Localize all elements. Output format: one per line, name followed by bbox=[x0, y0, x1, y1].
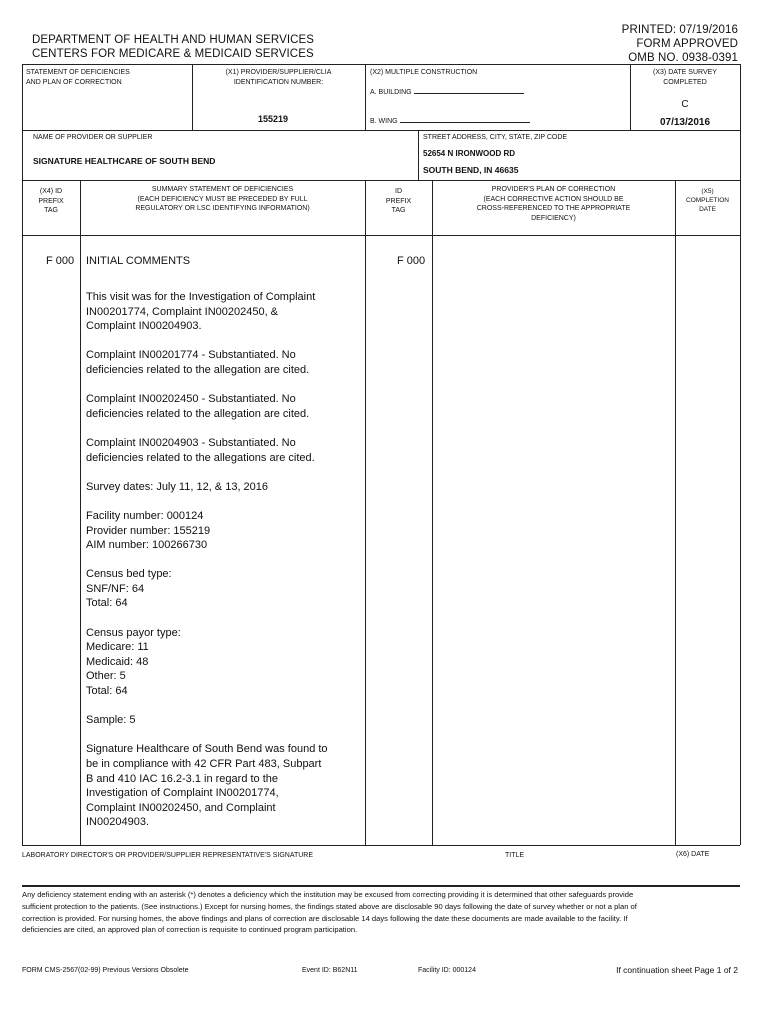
signature-label: LABORATORY DIRECTOR'S OR PROVIDER/SUPPLIER REPRESENTATIVE'S SIGNATURE bbox=[22, 852, 314, 859]
disclaimer: Any deficiency statement ending with an asterisk (*) denotes a deficiency which the institution may be excused from correcting providing it is determined that other safeguards provide sufficient protection to the patients. (See instructions.) Except for nursing homes, the findings stated above are disclosable 90 days following the date of survey whether or not a plan of correction is provided. For nursing homes, the above findings and plans of correction are disclosable 14 days following the date these documents are made available to the facility. If deficiencies are cited, an approved plan of correction is requisite to continued program participation. bbox=[22, 890, 637, 935]
paragraph: Complaint IN00204903 - Substantiated. No deficiencies related to the allegations are cited. bbox=[86, 436, 315, 464]
form-info bbox=[622, 23, 738, 65]
address-line1: 52654 N IRONWOOD RD bbox=[423, 149, 516, 158]
wing-blank bbox=[400, 114, 530, 123]
form-approved: FORM APPROVED bbox=[636, 38, 738, 50]
omb-number: OMB NO. 0938-0391 bbox=[628, 52, 738, 64]
wing-field: B. WING bbox=[370, 114, 530, 127]
comments-body bbox=[86, 290, 361, 845]
paragraph: Complaint IN00201774 - Substantiated. No deficiencies related to the allegation are cited. bbox=[86, 349, 310, 376]
x4-header: (X4) ID PREFIX TAG bbox=[38, 188, 64, 214]
paragraph: Survey dates: July 11, 12, & 13, 2016 bbox=[86, 480, 269, 493]
x1-label: (X1) PROVIDER/SUPPLIER/CLIA IDENTIFICATION NUMBER: bbox=[225, 69, 332, 86]
building-blank bbox=[414, 85, 524, 94]
date-label: (X6) DATE bbox=[676, 851, 710, 858]
paragraph: Facility number: 000124 Provider number: 155219 AIM number: 100266730 bbox=[86, 509, 211, 552]
id-header: ID PREFIX TAG bbox=[385, 188, 412, 214]
paragraph: Census bed type: SNF/NF: 64 Total: 64 bbox=[86, 568, 172, 610]
facility-id: Facility ID: 000124 bbox=[418, 967, 476, 974]
paragraph: Signature Healthcare of South Bend was found to be in compliance with 42 CFR Part 483, Subpart B and 410 IAC 16.2-3.1 in regard to the Investigation of Complaint IN00201774, Complaint IN00202450, and Complaint IN00204903. bbox=[86, 743, 328, 829]
form-id: FORM CMS-2567(02-99) Previous Versions Obsolete bbox=[22, 967, 189, 974]
address-label: STREET ADDRESS, CITY, STATE, ZIP CODE bbox=[423, 134, 568, 141]
title-label: TITLE bbox=[505, 852, 525, 859]
address-line2: SOUTH BEND, IN 46635 bbox=[423, 165, 519, 175]
provider-number: 155219 bbox=[258, 114, 289, 124]
left-tag: F 000 bbox=[46, 255, 75, 267]
survey-date: 07/13/2016 bbox=[659, 117, 711, 128]
survey-code: C bbox=[681, 99, 689, 110]
summary-header: SUMMARY STATEMENT OF DEFICIENCIES (EACH DEFICIENCY MUST BE PRECEDED BY FULL REGULATORY OR LSC IDENTIFYING INFORMATION) bbox=[135, 186, 310, 212]
paragraph: Complaint IN00202450 - Substantiated. No deficiencies related to the allegation are cited. bbox=[86, 393, 310, 420]
section-title: INITIAL COMMENTS bbox=[86, 255, 191, 267]
x5-header: (X5) COMPLETION DATE bbox=[686, 188, 729, 213]
paragraph: This visit was for the Investigation of Complaint IN00201774, Complaint IN00202450, & Complaint IN00204903. bbox=[86, 291, 316, 333]
continuation-note: If continuation sheet Page 1 of 2 bbox=[616, 965, 738, 975]
x2-label: (X2) MULTIPLE CONSTRUCTION bbox=[370, 69, 478, 76]
building-field: A. BUILDING bbox=[370, 85, 524, 98]
printed-date: PRINTED: 07/19/2016 bbox=[621, 24, 738, 36]
paragraph: Census payor type: Medicare: 11 Medicaid: 48 Other: 5 Total: 64 bbox=[86, 626, 181, 698]
right-tag: F 000 bbox=[397, 255, 426, 267]
statement-label: STATEMENT OF DEFICIENCIES AND PLAN OF CORRECTION bbox=[26, 69, 130, 86]
paragraph: Sample: 5 bbox=[86, 714, 136, 727]
plan-header: PROVIDER'S PLAN OF CORRECTION (EACH CORRECTIVE ACTION SHOULD BE CROSS-REFERENCED TO THE APPROPRIATE DEFICIENCY) bbox=[476, 186, 631, 222]
event-id: Event ID: B62N11 bbox=[302, 967, 358, 974]
provider-name-label: NAME OF PROVIDER OR SUPPLIER bbox=[33, 134, 153, 141]
provider-name: SIGNATURE HEALTHCARE OF SOUTH BEND bbox=[33, 156, 216, 166]
department-title: DEPARTMENT OF HEALTH AND HUMAN SERVICES CENTERS FOR MEDICARE & MEDICAID SERVICES bbox=[32, 34, 315, 60]
x3-label: (X3) DATE SURVEY COMPLETED bbox=[653, 69, 717, 86]
